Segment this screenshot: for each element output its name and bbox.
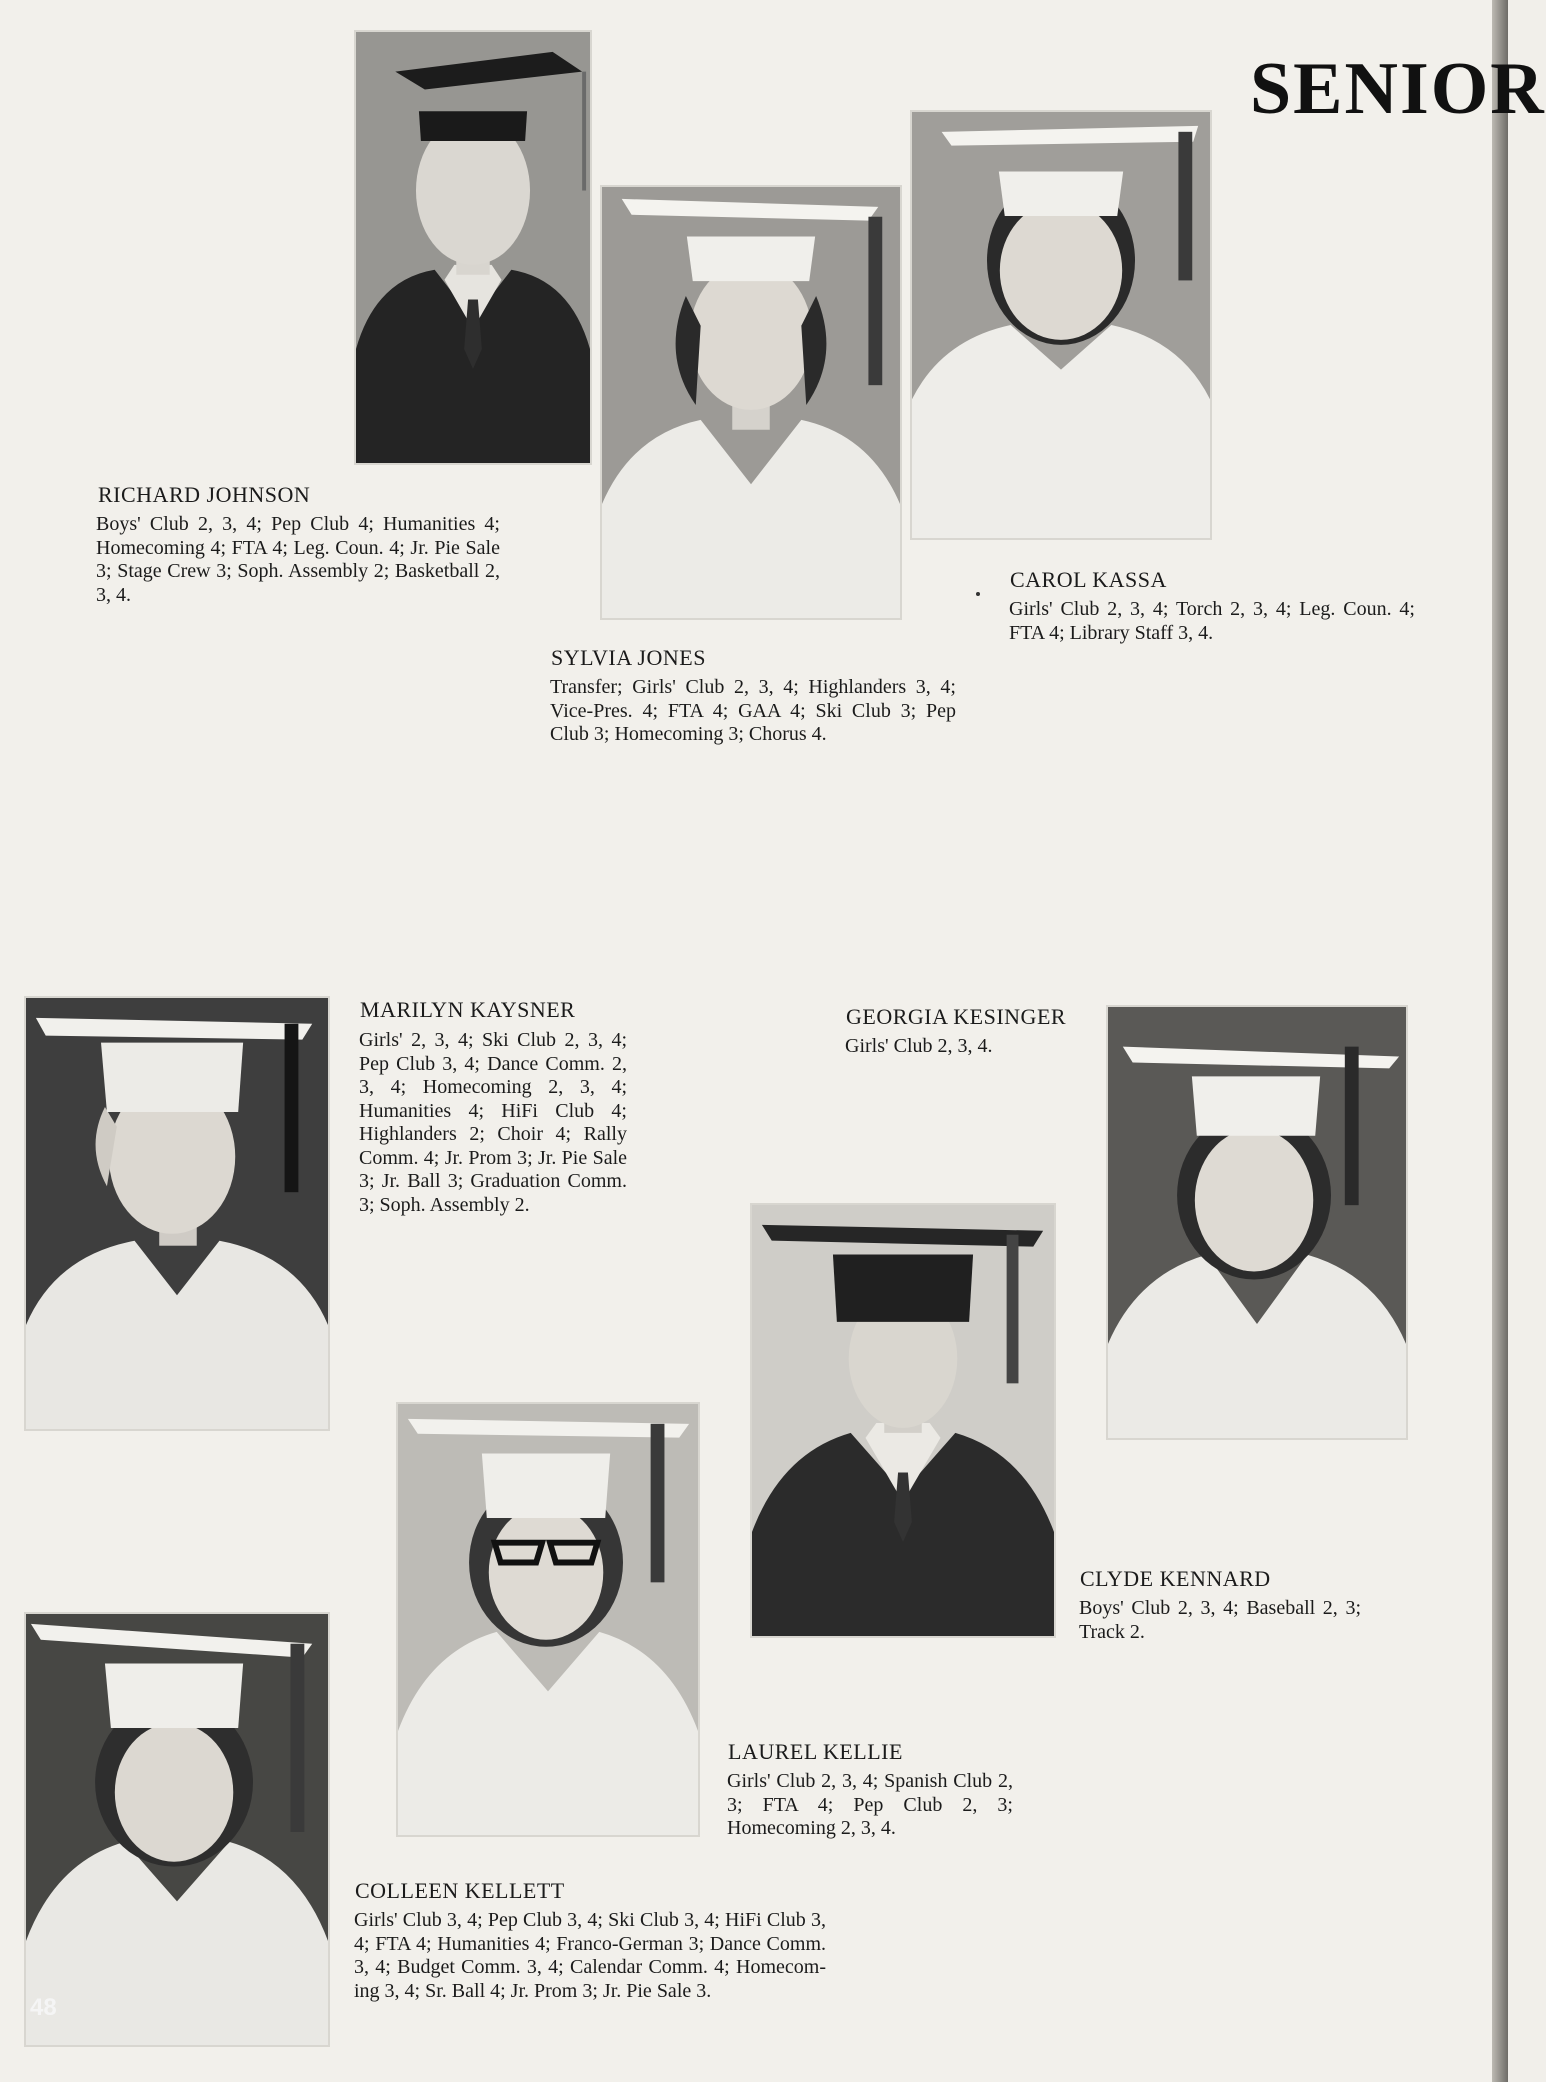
portrait-photo-carol-kassa (910, 110, 1212, 540)
senior-activities-laurel-kellie: Girls' Club 2, 3, 4; Spanish Club 2, 3; FTA 4; Pep Club 2, 3; Homecoming 2, 3, 4. (727, 1770, 1013, 1839)
senior-activities-marilyn-kaysner: Girls' 2, 3, 4; Ski Club 2, 3, 4; Pep Club 3, 4; Dance Comm. 2, 3, 4; Homecoming 2, 3, 4; Humanities 4; HiFi Club 4; Highlanders 2; Choir 4; Rally Comm. 4; Jr. Prom 3; Jr. Pie Sale 3; Jr. Ball 3; Graduation Comm. 3; Soph. Assembly 2. (359, 1029, 627, 1216)
senior-name-carol-kassa: CAROL KASSA (1010, 567, 1167, 592)
print-speck (976, 592, 980, 596)
portrait-photo-georgia-kesinger (1106, 1005, 1408, 1440)
senior-activities-clyde-kennard: Boys' Club 2, 3, 4; Baseball 2, 3; Track 2. (1079, 1597, 1361, 1643)
senior-name-georgia-kesinger: GEORGIA KESINGER (846, 1004, 1067, 1029)
senior-activities-georgia-kesinger: Girls' Club 2, 3, 4. (845, 1035, 993, 1057)
senior-activities-sylvia-jones: Transfer; Girls' Club 2, 3, 4; Highlanders 3, 4; Vice-Pres. 4; FTA 4; GAA 4; Ski Club 3; Pep Club 3; Homecoming 3; Chorus 4. (550, 676, 956, 745)
portrait-photo-colleen-kellett (24, 1612, 330, 2047)
senior-activities-carol-kassa: Girls' Club 2, 3, 4; Torch 2, 3, 4; Leg. Coun. 4; FTA 4; Library Staff 3, 4. (1009, 598, 1415, 644)
page-title: SENIOR (1250, 48, 1546, 130)
page-edge-shadow (1492, 0, 1508, 2082)
page-number: 48 (30, 1994, 57, 2021)
senior-name-sylvia-jones: SYLVIA JONES (551, 645, 706, 670)
senior-name-colleen-kellett: COLLEEN KELLETT (355, 1878, 565, 1903)
senior-name-richard-johnson: RICHARD JOHNSON (98, 482, 311, 507)
portrait-photo-marilyn-kaysner (24, 996, 330, 1431)
portrait-photo-clyde-kennard (750, 1203, 1056, 1638)
senior-activities-richard-johnson: Boys' Club 2, 3, 4; Pep Club 4; Humanities 4; Homecoming 4; FTA 4; Leg. Coun. 4; Jr. Pie Sale 3; Stage Crew 3; Soph. Assembly 2; Basketball 2, 3, 4. (96, 513, 500, 606)
portrait-photo-richard-johnson (354, 30, 592, 465)
senior-name-laurel-kellie: LAUREL KELLIE (728, 1739, 903, 1764)
portrait-photo-sylvia-jones (600, 185, 902, 620)
portrait-photo-laurel-kellie (396, 1402, 700, 1837)
senior-activities-colleen-kellett: Girls' Club 3, 4; Pep Club 3, 4; Ski Club 3, 4; HiFi Club 3, 4; FTA 4; Humanities 4; Franco-German 3; Dance Comm. 3, 4; Budget Comm. 3, 4; Calendar Comm. 4; Homecoming 3, 4; Sr. Ball 4; Jr. Prom 3; Jr. Pie Sale 3. (354, 1909, 826, 2002)
senior-name-clyde-kennard: CLYDE KENNARD (1080, 1566, 1271, 1591)
senior-name-marilyn-kaysner: MARILYN KAYSNER (360, 997, 576, 1022)
